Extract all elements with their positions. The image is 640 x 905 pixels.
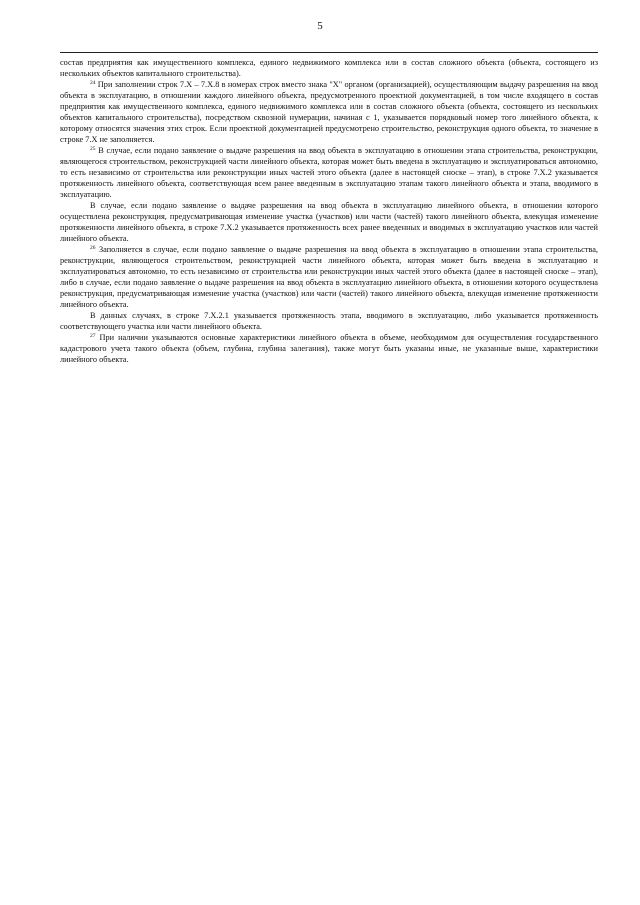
footnote-marker: 24	[90, 80, 96, 86]
footnote-25-paragraph-2	[60, 200, 598, 244]
footnote-25	[60, 145, 598, 200]
footnote-text: В случае, если подано заявление о выдаче разрешения на ввод объекта в эксплуатацию линейного объекта, в отношении которого осуществлена реконструкция, предусматривающая изменение участка (участков) или части (частей) такого линейного объекта, влекущая изменение протяженности линейного объекта, в строке 7.Х.2 указывается протяженность всех ранее введенных и вводимых в эксплуатацию участков или частей линейного объекта.	[60, 201, 598, 243]
footnote-marker: 25	[90, 146, 96, 152]
footnote-text: Заполняется в случае, если подано заявление о выдаче разрешения на ввод объекта в эксплуатацию в отношении этапа строительства, реконструкции, являющегося строительством, реконструкцией части линейного объекта, которая может быть введена в эксплуатацию и эксплуатироваться автономно, то есть независимо от строительства или реконструкции иных частей этого объекта (далее в настоящей сноске – этап), либо в случае, если подано заявление о выдаче разрешения на ввод объекта в эксплуатацию линейного объекта, в отношении которого осуществлена реконструкция, предусматривающая изменение участка (участков) или части (частей) такого линейного объекта, влекущая изменение протяженности линейного объекта.	[60, 245, 598, 309]
footnote-separator	[60, 52, 598, 53]
footnote-26-paragraph-2	[60, 310, 598, 332]
footnote-text: В случае, если подано заявление о выдаче разрешения на ввод объекта в эксплуатацию в отношении этапа строительства, реконструкции, являющегося строительством, реконструкцией части линейного объекта, которая может быть введена в эксплуатацию и эксплуатироваться автономно, то есть независимо от строительства или реконструкции иных частей этого объекта (далее в настоящей сноске – этап), в строке 7.Х.2 указывается протяженность линейного объекта, соответствующая всем ранее введенным в эксплуатацию этапам такого линейного объекта и этапа, вводимого в эксплуатацию.	[60, 146, 598, 199]
footnote-26	[60, 244, 598, 310]
footnote-text: В данных случаях, в строке 7.Х.2.1 указывается протяженность этапа, вводимого в эксплуатацию, либо указывается протяженность соответствующего участка или части линейного объекта.	[60, 311, 598, 331]
footnote-27	[60, 332, 598, 365]
footnotes-block	[60, 57, 598, 365]
page-number: 5	[317, 20, 323, 32]
footnote-text: При наличии указываются основные характеристики линейного объекта в объеме, необходимом для осуществления государственного кадастрового учета такого объекта (объем, глубина, глубина залегания), также могут быть указаны иные, не указанные выше, характеристики линейного объекта.	[60, 333, 598, 364]
footnote-24	[60, 79, 598, 145]
footnote-marker: 27	[90, 333, 96, 339]
footnote-text: При заполнении строк 7.Х – 7.Х.8 в номерах строк вместо знака "Х" органом (организацией), осуществляющим выдачу разрешения на ввод объекта в эксплуатацию, в отношении каждого линейного объекта, предусмотренного проектной документацией, в том числе входящего в состав предприятия как имущественного комплекса, единого недвижимого комплекса или в состав сложного объекта (объекта, состоящего из нескольких объектов капитального строительства), посредством сквозной нумерации, начиная с 1, указывается порядковый номер того линейного объекта, к которому относятся значения этих строк. Если проектной документацией предусмотрено строительство, реконструкция одного объекта, то значение в строке 7.Х не заполняется.	[60, 80, 598, 144]
footnote-marker: 26	[90, 245, 96, 251]
footnote-text: состав предприятия как имущественного комплекса, единого недвижимого комплекса или в состав сложного объекта (объекта, состоящего из нескольких объектов капитального строительства).	[60, 58, 598, 78]
footnote-continuation	[60, 57, 598, 79]
